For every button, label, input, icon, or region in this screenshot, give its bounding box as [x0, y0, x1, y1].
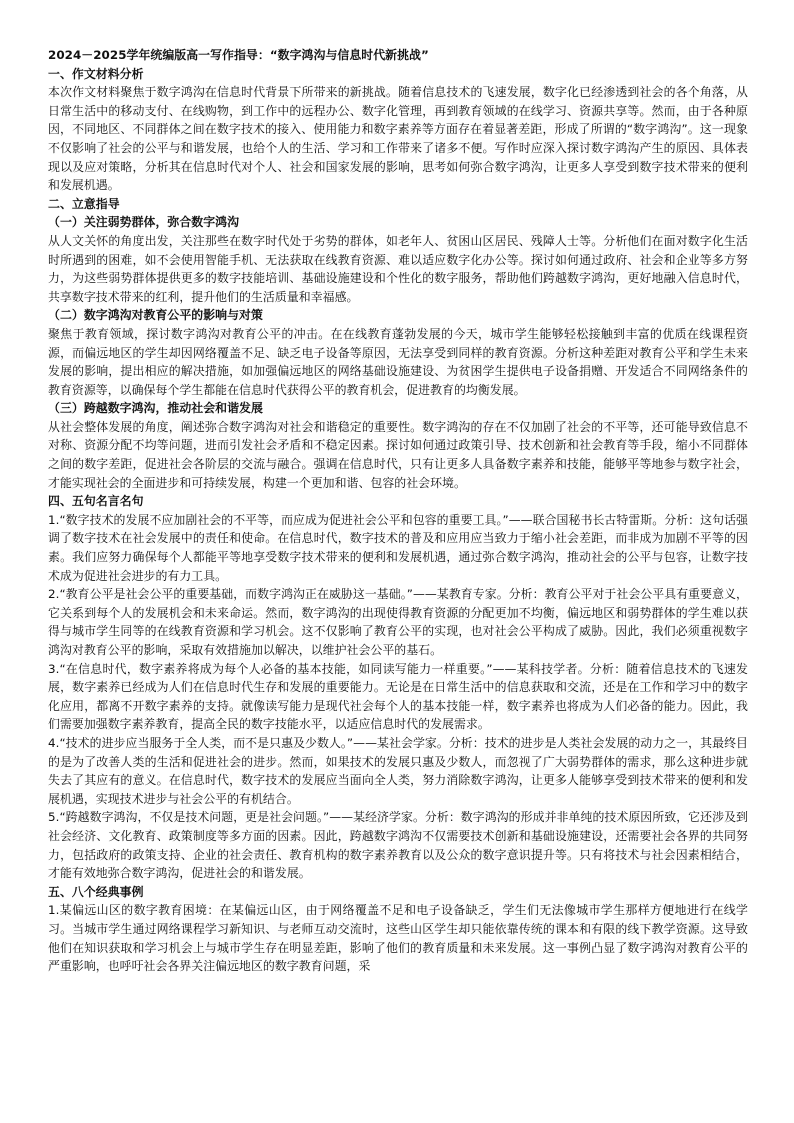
guide-item-body-3: 从社会整体发展的角度，阐述弥合数字鸿沟对社会和谐稳定的重要性。数字鸿沟的存在不仅加剧了社会的不平等，还可能导致信息不对称、资源分配不均等问题，进而引发社会矛盾和不稳定因素。探讨如何通过政策引导、技术创新和社会教育等手段，缩小不同群体之间的数字差距，促进社会各阶层的交流与融合。强调在信息时代，只有让更多人具备数字素养和技能，能够平等地参与数字社会，才能实现社会的全面进步和可持续发展，构建一个更加和谐、包容的社会环境。 [48, 419, 748, 490]
section-heading-quotes: 四、五句名言名句 [48, 494, 144, 509]
guide-item-title-2: （二）数字鸿沟对教育公平的影响与对策 [48, 308, 263, 323]
case-paragraph-1: 1.某偏远山区的数字教育困境：在某偏远山区，由于网络覆盖不足和电子设备缺乏，学生们无法像城市学生那样方便地进行在线学习。当城市学生通过网络课程学习新知识、与老师互动交流时，这些山区学生却只能依靠传统的课本和有限的线下教学资源。这导致他们在知识获取和学习机会上与城市学生存在明显差距，影响了他们的教育质量和未来发展。这一事例凸显了数字鸿沟对教育公平的严重影响，也呼吁社会各界关注偏远地区的数字教育问题，采 [48, 903, 748, 974]
quote-paragraph-5: 5.“跨越数字鸿沟，不仅是技术问题，更是社会问题。”——某经济学家。分析：数字鸿沟的形成并非单纯的技术原因所致，它还涉及到社会经济、文化教育、政策制度等多方面的因素。因此，跨越数字鸿沟不仅需要技术创新和基础设施建设，还需要社会各界的共同努力，包括政府的政策支持、企业的社会责任、教育机构的数字素养教育以及公众的数字意识提升等。只有将技术与社会因素相结合，才能有效地弥合数字鸿沟，促进社会的和谐发展。 [48, 810, 748, 881]
guide-item-title-1: （一）关注弱势群体，弥合数字鸿沟 [48, 215, 240, 230]
quote-paragraph-1: 1.“数字技术的发展不应加剧社会的不平等，而应成为促进社会公平和包容的重要工具。”——联合国秘书长古特雷斯。分析：这句话强调了数字技术在社会发展中的责任和使命。在信息时代，数字技术的普及和应用应当致力于缩小社会差距，而非成为加剧不平等的因素。我们应努力确保每个人都能平等地享受数字技术带来的便利和发展机遇，通过弥合数字鸿沟，推动社会的公平与包容，让数字技术成为促进社会进步的有力工具。 [48, 512, 748, 583]
quote-paragraph-2: 2.“教育公平是社会公平的重要基础，而数字鸿沟正在威胁这一基础。”——某教育专家。分析：教育公平对于社会公平具有重要意义，它关系到每个人的发展机会和未来命运。然而，数字鸿沟的出现使得教育资源的分配更加不均衡，偏远地区和弱势群体的学生难以获得与城市学生同等的在线教育资源和学习机会。这不仅影响了教育公平的实现，也对社会公平构成了威胁。因此，我们必须重视数字鸿沟对教育公平的影响，采取有效措施加以解决，以维护社会公平的基石。 [48, 587, 748, 657]
section-heading-guide: 二、立意指导 [48, 196, 120, 211]
guide-item-body-1: 从人文关怀的角度出发，关注那些在数字时代处于劣势的群体，如老年人、贫困山区居民、残障人士等。分析他们在面对数字化生活时所遇到的困难，如不会使用智能手机、无法获取在线教育资源、难以适应数字化办公等。探讨如何通过政府、社会和企业等多方努力，为这些弱势群体提供更多的数字技能培训、基础设施建设和个性化的数字服务，帮助他们跨越数字鸿沟，更好地融入信息时代，共享数字技术带来的红利，提升他们的生活质量和幸福感。 [48, 233, 748, 304]
document-title: 2024－2025学年统编版高一写作指导：“数字鸿沟与信息时代新挑战” [48, 48, 429, 62]
guide-item-body-2: 聚焦于教育领域，探讨数字鸿沟对教育公平的冲击。在在线教育蓬勃发展的今天，城市学生能够轻松接触到丰富的优质在线课程资源，而偏远地区的学生却因网络覆盖不足、缺乏电子设备等原因，无法享受到同样的教育资源。分析这种差距对教育公平和学生未来发展的影响，提出相应的解决措施，如加强偏远地区的网络基础设施建设、为贫困学生提供电子设备捐赠、开发适合不同网络条件的教育资源等，以确保每个学生都能在信息时代获得公平的教育机会，促进教育的均衡发展。 [48, 326, 748, 397]
quote-paragraph-4: 4.“技术的进步应当服务于全人类，而不是只惠及少数人。”——某社会学家。分析：技术的进步是人类社会发展的动力之一，其最终目的是为了改善人类的生活和促进社会的进步。然而，如果技术的发展只惠及少数人，而忽视了广大弱势群体的需求，那么这种进步就失去了其应有的意义。在信息时代，数字技术的发展应当面向全人类，努力消除数字鸿沟，让更多人能够享受到技术带来的便利和发展机遇，实现技术进步与社会公平的有机结合。 [48, 735, 748, 806]
section-heading-cases: 五、八个经典事例 [48, 884, 144, 899]
section-heading-analysis: 一、作文材料分析 [48, 66, 144, 81]
guide-item-title-3: （三）跨越数字鸿沟，推动社会和谐发展 [48, 401, 263, 416]
analysis-paragraph: 本次作文材料聚焦于数字鸿沟在信息时代背景下所带来的新挑战。随着信息技术的飞速发展，数字化已经渗透到社会的各个角落，从日常生活中的移动支付、在线购物，到工作中的远程办公、数字化管理，再到教育领域的在线学习、资源共享等。然而，由于各种原因，不同地区、不同群体之间在数字技术的接入、使用能力和数字素养等方面存在着显著差距，形成了所谓的“数字鸿沟”。这一现象不仅影响了社会的公平与和谐发展，也给个人的生活、学习和工作带来了诸多不便。写作时应深入探讨数字鸿沟产生的原因、具体表现以及应对策略，分析其在信息时代对个人、社会和国家发展的影响，思考如何弥合数字鸿沟，让更多人享受到数字技术带来的便利和发展机遇。 [48, 85, 748, 193]
quote-paragraph-3: 3.“在信息时代，数字素养将成为每个人必备的基本技能，如同读写能力一样重要。”——某科技学者。分析：随着信息技术的飞速发展，数字素养已经成为人们在信息时代生存和发展的重要能力。无论是在日常生活中的信息获取和交流，还是在工作和学习中的数字化应用，都离不开数字素养的支持。就像读写能力是现代社会每个人的基本技能一样，数字素养也将成为人们必备的能力。因此，我们需要加强数字素养教育，提高全民的数字技能水平，以适应信息时代的发展需求。 [48, 661, 748, 732]
